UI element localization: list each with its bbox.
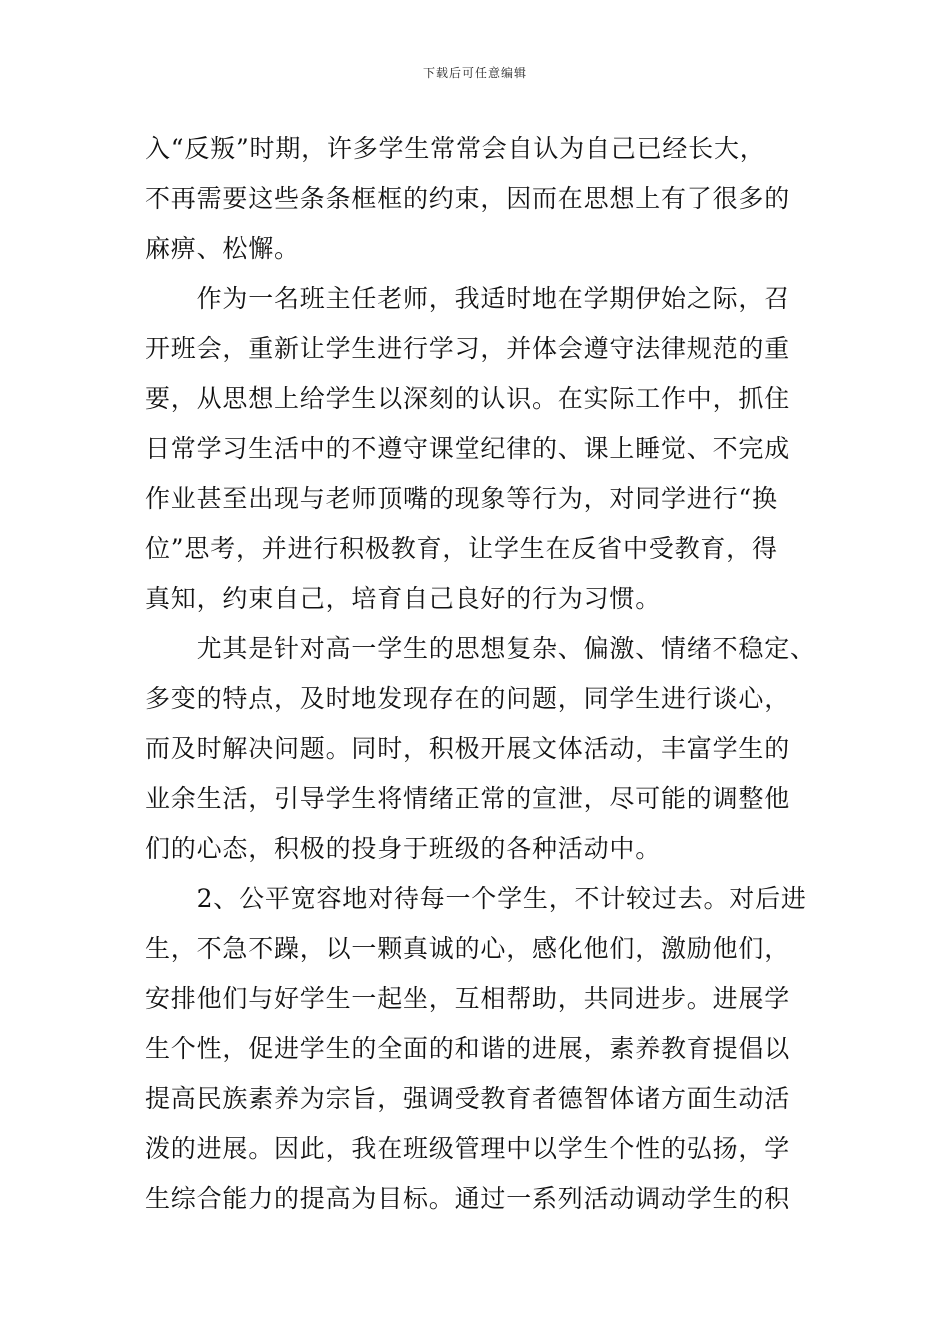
text-line: 作业甚至出现与老师顶嘴的现象等行为，对同学进行“换	[145, 484, 778, 513]
text-line: 位”思考，并进行积极教育，让学生在反省中受教育，得	[145, 534, 778, 563]
page-header: 下载后可任意编辑	[422, 66, 527, 80]
text-line: 开班会，重新让学生进行学习，并体会遵守法律规范的重	[145, 334, 791, 363]
text-line: 们的心态，积极的投身于班级的各种活动中。	[145, 834, 662, 863]
text-line: 尤其是针对高一学生的思想复杂、偏激、情绪不稳定、	[145, 634, 816, 663]
text-line: 安排他们与好学生一起坐，互相帮助，共同进步。进展学	[145, 984, 791, 1013]
text-line: 作为一名班主任老师，我适时地在学期伊始之际，召	[145, 284, 791, 313]
text-line: 多变的特点，及时地发现存在的问题，同学生进行谈心，	[145, 684, 791, 713]
text-line: 提高民族素养为宗旨，强调受教育者德智体诸方面生动活	[145, 1084, 791, 1113]
text-line: 麻痹、松懈。	[145, 234, 300, 263]
text-line: 2、公平宽容地对待每一个学生，不计较过去。对后进	[145, 884, 807, 913]
text-line: 生，不急不躁，以一颗真诚的心，感化他们，激励他们，	[145, 934, 791, 963]
text-line: 真知，约束自己，培育自己良好的行为习惯。	[145, 584, 662, 613]
text-line: 要，从思想上给学生以深刻的认识。在实际工作中，抓住	[145, 384, 791, 413]
text-line: 生综合能力的提高为目标。通过一系列活动调动学生的积	[145, 1184, 791, 1213]
text-line: 不再需要这些条条框框的约束，因而在思想上有了很多的	[145, 184, 791, 213]
text-line: 而及时解决问题。同时，积极开展文体活动，丰富学生的	[145, 734, 791, 763]
document-body	[145, 124, 816, 1224]
text-line: 入“反叛”时期，许多学生常常会自认为自己已经长大，	[145, 134, 766, 163]
text-line: 生个性，促进学生的全面的和谐的进展，素养教育提倡以	[145, 1034, 791, 1063]
text-line: 业余生活，引导学生将情绪正常的宣泄，尽可能的调整他	[145, 784, 791, 813]
text-line: 日常学习生活中的不遵守课堂纪律的、课上睡觉、不完成	[145, 434, 791, 463]
text-line: 泼的进展。因此，我在班级管理中以学生个性的弘扬，学	[145, 1134, 791, 1163]
